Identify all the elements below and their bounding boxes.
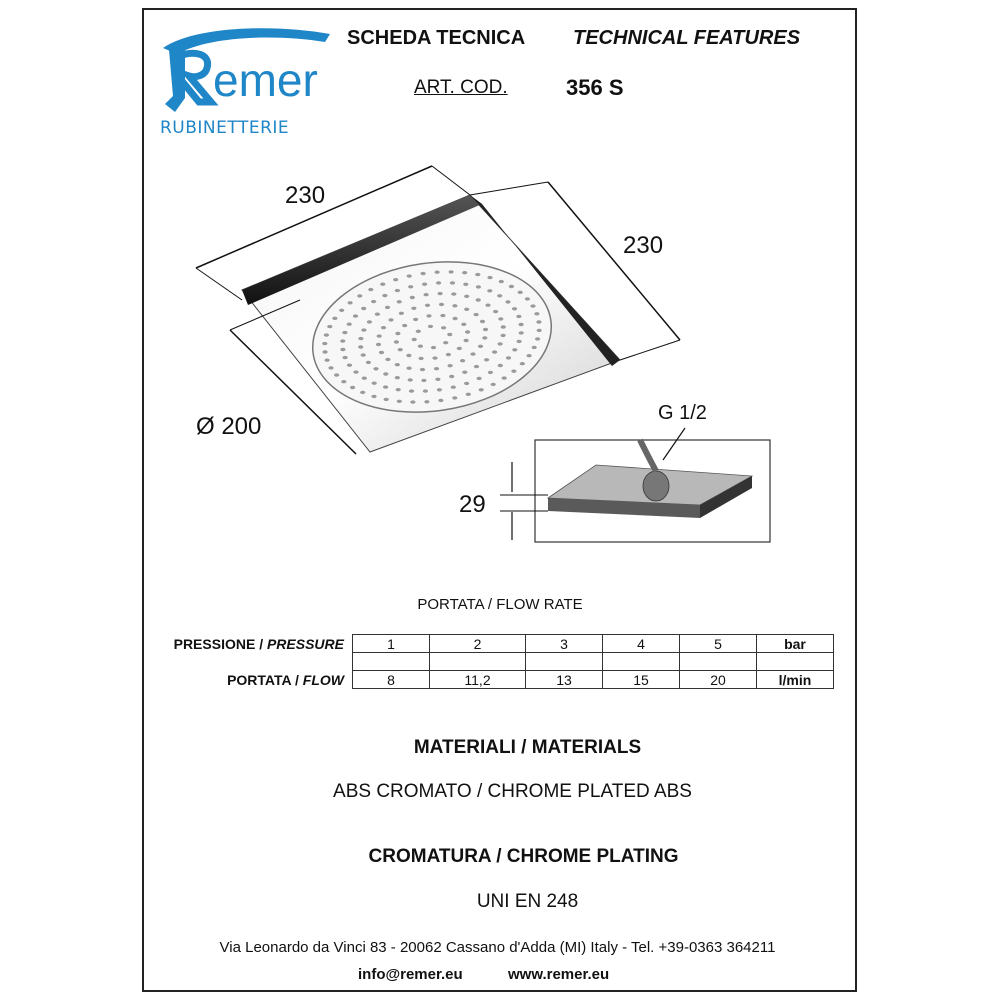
dimension-width: 230	[285, 182, 326, 209]
nozzle-hole	[487, 289, 492, 292]
nozzle-hole	[452, 396, 457, 399]
nozzle-hole	[402, 324, 407, 327]
nozzle-hole	[451, 292, 456, 295]
nozzle-hole	[536, 320, 541, 323]
nozzle-hole	[412, 338, 417, 341]
nozzle-hole	[380, 283, 385, 286]
nozzle-hole	[437, 388, 442, 391]
nozzle-hole	[388, 318, 393, 321]
nozzle-hole	[431, 346, 436, 349]
nozzle-hole	[498, 364, 503, 367]
title-italian: SCHEDA TECNICA	[347, 27, 526, 49]
nozzle-hole	[449, 270, 454, 273]
nozzle-hole	[453, 317, 458, 320]
nozzle-hole	[383, 385, 388, 388]
flow-rate-table	[154, 634, 834, 689]
nozzle-hole	[518, 291, 523, 294]
nozzle-hole	[441, 326, 446, 329]
flow-label-it: PORTATA /	[227, 671, 303, 688]
nozzle-hole	[372, 382, 377, 385]
nozzle-hole	[426, 314, 431, 317]
pressure-unit: bar	[757, 635, 834, 653]
nozzle-hole	[443, 341, 448, 344]
nozzle-hole	[534, 312, 539, 315]
nozzle-hole	[465, 330, 470, 333]
flow-cell: 15	[603, 671, 680, 689]
nozzle-hole	[464, 339, 469, 342]
nozzle-hole	[527, 354, 532, 357]
nozzle-hole	[511, 370, 516, 373]
nozzle-hole	[436, 281, 441, 284]
pressure-cell: 3	[526, 635, 603, 653]
nozzle-hole	[475, 273, 480, 276]
nozzle-hole	[328, 366, 333, 369]
nozzle-hole	[407, 274, 412, 277]
nozzle-hole	[519, 331, 524, 334]
nozzle-hole	[498, 342, 503, 345]
nozzle-hole	[537, 329, 542, 332]
flow-cell: 8	[353, 671, 430, 689]
flow-cell: 11,2	[430, 671, 526, 689]
nozzle-hole	[470, 352, 475, 355]
dimension-height: 29	[459, 491, 486, 518]
nozzle-hole	[501, 334, 506, 337]
nozzle-hole	[420, 368, 425, 371]
nozzle-hole	[407, 367, 412, 370]
nozzle-hole	[466, 393, 471, 396]
nozzle-hole	[457, 347, 462, 350]
nozzle-hole	[464, 308, 469, 311]
flow-unit: l/min	[757, 671, 834, 689]
nozzle-hole	[464, 382, 469, 385]
nozzle-hole	[462, 271, 467, 274]
pressure-label	[154, 635, 353, 653]
flow-cell: 20	[680, 671, 757, 689]
nozzle-hole	[393, 278, 398, 281]
nozzle-hole	[480, 320, 485, 323]
nozzle-hole	[434, 367, 439, 370]
nozzle-hole	[358, 345, 363, 348]
dimension-depth: 230	[623, 232, 664, 259]
nozzle-hole	[416, 330, 421, 333]
nozzle-hole	[366, 361, 371, 364]
nozzle-hole	[439, 303, 444, 306]
nozzle-hole	[373, 367, 378, 370]
nozzle-hole	[460, 359, 465, 362]
nozzle-hole	[499, 280, 504, 283]
nozzle-hole	[485, 304, 490, 307]
nozzle-hole	[413, 318, 418, 321]
nozzle-hole	[493, 310, 498, 313]
nozzle-hole	[406, 354, 411, 357]
nozzle-hole	[339, 309, 344, 312]
nozzle-hole	[474, 365, 479, 368]
nozzle-hole	[461, 323, 466, 326]
article-code-label: ART. COD.	[414, 77, 508, 98]
nozzle-hole	[396, 388, 401, 391]
nozzle-hole	[397, 300, 402, 303]
pressure-cell: 1	[353, 635, 430, 653]
nozzle-hole	[395, 363, 400, 366]
nozzle-hole	[376, 343, 381, 346]
materials-value: ABS CROMATO / CHROME PLATED ABS	[333, 781, 692, 802]
company-website[interactable]: www.remer.eu	[508, 966, 610, 983]
nozzle-hole	[432, 356, 437, 359]
nozzle-hole	[375, 313, 380, 316]
nozzle-hole	[501, 325, 506, 328]
nozzle-hole	[384, 398, 389, 401]
nozzle-hole	[394, 340, 399, 343]
nozzle-hole	[438, 292, 443, 295]
nozzle-hole	[382, 294, 387, 297]
nozzle-hole	[410, 296, 415, 299]
nozzle-hole	[491, 383, 496, 386]
nozzle-hole	[342, 331, 347, 334]
pressure-row	[154, 635, 834, 653]
nozzle-hole	[450, 281, 455, 284]
nozzle-hole	[371, 300, 376, 303]
nozzle-hole	[408, 378, 413, 381]
nozzle-hole	[440, 314, 445, 317]
nozzle-hole	[449, 375, 454, 378]
nozzle-hole	[509, 285, 514, 288]
nozzle-hole	[325, 359, 330, 362]
flow-label	[154, 671, 353, 689]
title-english: TECHNICAL FEATURES	[573, 27, 801, 49]
nozzle-hole	[377, 334, 382, 337]
nozzle-hole	[399, 312, 404, 315]
nozzle-hole	[451, 386, 456, 389]
nozzle-hole	[483, 328, 488, 331]
nozzle-hole	[424, 400, 429, 403]
nozzle-hole	[408, 285, 413, 288]
plating-heading: CROMATURA / CHROME PLATING	[368, 846, 679, 867]
nozzle-hole	[498, 317, 503, 320]
nozzle-hole	[525, 297, 530, 300]
nozzle-hole	[502, 376, 507, 379]
nozzle-hole	[520, 362, 525, 365]
nozzle-hole	[448, 364, 453, 367]
flow-label-en: FLOW	[302, 671, 344, 688]
pressure-cell: 4	[603, 635, 680, 653]
nozzle-hole	[505, 300, 510, 303]
pressure-label-it: PRESSIONE /	[173, 635, 267, 652]
nozzle-hole	[487, 276, 492, 279]
pressure-label-en: PRESSURE	[266, 635, 344, 652]
pressure-cell: 5	[680, 635, 757, 653]
nozzle-hole	[379, 351, 384, 354]
flow-cell: 13	[526, 671, 603, 689]
nozzle-hole	[340, 348, 345, 351]
nozzle-hole	[385, 358, 390, 361]
nozzle-hole	[322, 342, 327, 345]
nozzle-hole	[340, 339, 345, 342]
materials-heading: MATERIALI / MATERIALS	[413, 737, 642, 758]
pressure-cell: 2	[430, 635, 526, 653]
nozzle-hole	[477, 377, 482, 380]
nozzle-hole	[530, 304, 535, 307]
nozzle-hole	[476, 285, 481, 288]
nozzle-hole	[512, 348, 517, 351]
nozzle-hole	[347, 323, 352, 326]
nozzle-hole	[479, 388, 484, 391]
article-code-value: 356 S	[566, 75, 624, 100]
nozzle-hole	[519, 323, 524, 326]
nozzle-hole	[428, 325, 433, 328]
nozzle-hole	[348, 301, 353, 304]
nozzle-hole	[435, 378, 440, 381]
nozzle-hole	[347, 364, 352, 367]
nozzle-hole	[484, 358, 489, 361]
nozzle-hole	[353, 314, 358, 317]
nozzle-hole	[362, 377, 367, 380]
nozzle-hole	[497, 294, 502, 297]
nozzle-hole	[350, 386, 355, 389]
nozzle-hole	[506, 356, 511, 359]
nozzle-hole	[397, 400, 402, 403]
nozzle-hole	[367, 320, 372, 323]
nozzle-hole	[463, 283, 468, 286]
nozzle-hole	[334, 373, 339, 376]
nozzle-hole	[532, 346, 537, 349]
nozzle-hole	[421, 272, 426, 275]
nozzle-hole	[395, 332, 400, 335]
nozzle-hole	[353, 370, 358, 373]
nozzle-hole	[516, 315, 521, 318]
nozzle-hole	[357, 294, 362, 297]
spacer-row	[154, 653, 834, 671]
nozzle-hole	[323, 350, 328, 353]
nozzle-hole	[324, 333, 329, 336]
nozzle-hole	[446, 353, 451, 356]
nozzle-hole	[343, 356, 348, 359]
svg-text:emer: emer	[213, 54, 318, 106]
nozzle-hole	[383, 372, 388, 375]
nozzle-hole	[410, 400, 415, 403]
nozzle-hole	[358, 337, 363, 340]
nozzle-hole	[482, 336, 487, 339]
nozzle-hole	[361, 328, 366, 331]
nozzle-hole	[476, 298, 481, 301]
nozzle-hole	[332, 317, 337, 320]
dimension-thread: G 1/2	[658, 402, 707, 424]
company-email[interactable]: info@remer.eu	[358, 966, 463, 983]
nozzle-hole	[368, 288, 373, 291]
nozzle-hole	[361, 353, 366, 356]
nozzle-hole	[438, 399, 443, 402]
nozzle-hole	[424, 293, 429, 296]
dimension-diameter: Ø 200	[196, 413, 262, 440]
flow-rate-caption: PORTATA / FLOW RATE	[417, 596, 583, 613]
nozzle-hole	[478, 345, 483, 348]
nozzle-hole	[535, 337, 540, 340]
nozzle-hole	[418, 345, 423, 348]
nozzle-hole	[395, 376, 400, 379]
nozzle-hole	[492, 350, 497, 353]
nozzle-hole	[341, 380, 346, 383]
nozzle-hole	[423, 389, 428, 392]
nozzle-hole	[447, 333, 452, 336]
brand-subtitle: RUBINETTERIE	[160, 118, 290, 138]
nozzle-hole	[517, 340, 522, 343]
company-address: Via Leonardo da Vinci 83 - 20062 Cassano d'Adda (MI) Italy - Tel. +39-0363 364211	[219, 939, 776, 956]
nozzle-hole	[512, 307, 517, 310]
nozzle-hole	[371, 395, 376, 398]
nozzle-hole	[411, 307, 416, 310]
nozzle-hole	[435, 271, 440, 274]
flow-row	[154, 671, 834, 689]
nozzle-hole	[488, 371, 493, 374]
nozzle-hole	[385, 306, 390, 309]
nozzle-hole	[327, 325, 332, 328]
nozzle-hole	[361, 307, 366, 310]
nozzle-hole	[452, 304, 457, 307]
nozzle-hole	[462, 371, 467, 374]
plating-value: UNI EN 248	[476, 891, 579, 912]
nozzle-hole	[398, 348, 403, 351]
nozzle-hole	[422, 283, 427, 286]
nozzle-hole	[425, 304, 430, 307]
nozzle-hole	[409, 389, 414, 392]
nozzle-hole	[395, 289, 400, 292]
nozzle-hole	[360, 391, 365, 394]
nozzle-hole	[381, 326, 386, 329]
nozzle-hole	[464, 295, 469, 298]
nozzle-hole	[421, 379, 426, 382]
nozzle-hole	[419, 357, 424, 360]
nozzle-hole	[474, 313, 479, 316]
